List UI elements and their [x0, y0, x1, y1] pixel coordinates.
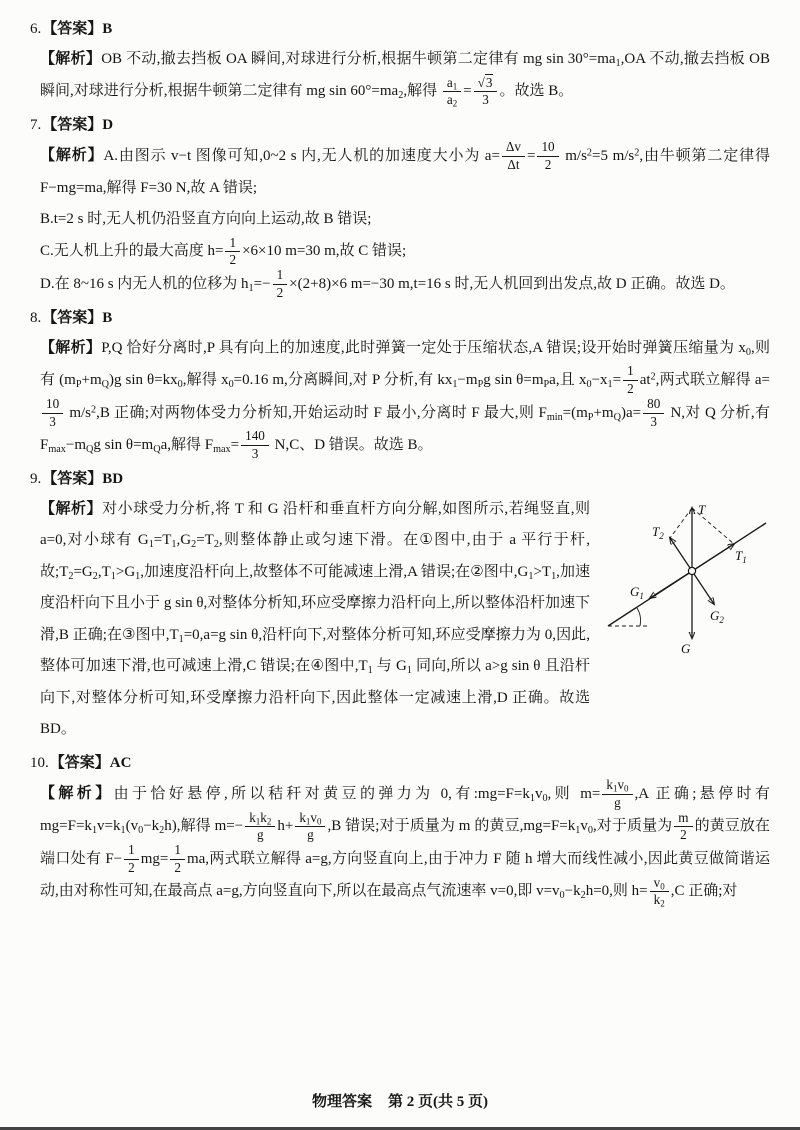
explanation-paragraph [40, 140, 770, 204]
answer-value: AC [109, 754, 132, 771]
explanation-text: C.无人机上升的最大高度 h= $\frac{1}{2}$ ×6×10 m=30 m,故 C 错误; [40, 234, 407, 268]
page-footer [30, 1076, 770, 1121]
vector-G1 [650, 571, 692, 598]
answer-value: B [102, 21, 113, 37]
explanation-text: A.由图示 v−t 图像可知,0~2 s 内,无人机的加速度大小为 a= $\frac{\Delta v}{\Delta t}$ = $\frac{10}{2}$ $m/s^2=5$ $m/s^2$,由牛顿第二定律得 F−mg=ma,解得 F=30 N,故 A 错误; [40, 139, 770, 196]
explanation-paragraph [40, 494, 770, 746]
ring-on-rod [688, 567, 695, 574]
problem-9 [30, 464, 770, 746]
problem-8 [30, 303, 770, 462]
answer-value: B [102, 309, 113, 326]
problem-10 [30, 748, 770, 908]
projection-line [670, 508, 692, 538]
footer-page-number: 第 2 页(共 5 页) [388, 1094, 488, 1110]
label-T: T [698, 501, 706, 517]
vector-T2 [670, 538, 692, 571]
vector-G2 [692, 571, 714, 604]
explanation-text: OB 不动,撤去挡板 OA 瞬间,对球进行分析,根据牛顿第二定律有 mg $\sin 30^\circ=ma_1,OA$ 不动,撤去挡板 OB 瞬间,对球进行分析,根据牛顿第二定律有 mg $\sin 60^\circ=ma_2$,解得 $\frac{a_1}{a_2}$ = $\frac{√3}{3}$ 。故选 B。 [40, 51, 770, 109]
problem-6 [30, 14, 770, 108]
analysis-label: 【解析】 [40, 785, 114, 802]
problem-7 [30, 110, 770, 301]
explanation-text: 由于恰好悬停,所以秸秆对黄豆的弹力为 0,有$:mg=F=k_1v_0$,则 m= $\frac{k_1v_0}{g}$ ,A 正确;悬停时有 $mg=F=k_1v=k_1(v_0-k_2h)$,解得 m=− $\frac{k_1k_2}{g}$ h+ $\frac{k_1v_0}{g}$ ,B 错误;对于质量为 m 的黄豆$,mg=F=k_1v_0$,对于质量为 $\frac{m}{2}$ 的黄豆放在端口处有 F− $\frac{1}{2}$ mg= $\frac{1}{2}$ ma,两式联立解得 a=g,方向竖直向上,由于冲力 F 随 h 增大而线性减小,因此黄豆做简谐运动,由对称性可知,在最高点 a=g,方向竖直向下,所以在最高点气流速率 v=0,即 $v=v_0-k_2h=0$,则 h= $\frac{v_0}{k_2}$ ,C 正确;对 [40, 776, 770, 909]
answer-line [30, 14, 770, 44]
answer-line [30, 110, 770, 140]
explanation-text: 对小球受力分析,将 T 和 G 沿杆和垂直杆方向分解,如图所示,若绳竖直,则 a=0,对小球有 $G_1=T_1,G_2=T_2$,则整体静止或匀速下滑。在①图中,由于 a 平行于杆,故$;T_2=G_2,T_1>G_1$,加速度沿杆向上,故整体不可能减速上滑,A 错误;在②图中$,G_1>T_1$,加速度沿杆向下且小于 g sin θ,对整体分析知,环应受摩擦力沿杆向上,所以整体沿杆加速下滑,B 正确;在③图中$,T_1=0,a=g$ sin θ,沿杆向下,对整体分析可知,环应受摩擦力为 0,因此,整体可加速下滑,也可减速上滑,C 错误;在④图中$,T_1$ 与 $G_1$ 同向,所以 a>g sin θ 且沿杆向下,对整体分析可知,环受摩擦力沿杆向下,因此整体一定减速上滑,D 正确。故选 BD。 [40, 500, 590, 738]
label-G1: $G_1$ [630, 583, 644, 601]
label-T1: $T_1$ [735, 547, 747, 565]
explanation-text: D.在 8~16 s 内无人机的位移为 $h_1=-$ $\frac{1}{2}$ ×(2+8)×6 m=−30 m,t=16 s 时,无人机回到出发点,故 D 正确。故选 D。 [40, 267, 735, 300]
problem-number: 6. [30, 21, 42, 37]
explanation-text: B.t=2 s 时,无人机仍沿竖直方向向上运动,故 B 错误; [40, 211, 372, 228]
explanation-paragraph [40, 44, 770, 108]
answer-line [30, 303, 770, 333]
answer-line [30, 748, 770, 778]
explanation-paragraph [40, 204, 770, 236]
vector-T1 [692, 544, 734, 571]
explanation-paragraph [40, 268, 770, 301]
angle-arc [637, 607, 641, 626]
analysis-label: 【解析】 [40, 147, 104, 164]
footer-doc-title: 物理答案 [311, 1094, 372, 1110]
answer-label: 【答案】 [42, 309, 103, 326]
answer-value: BD [102, 470, 124, 487]
explanation-paragraph [40, 236, 770, 269]
problem-number: 7. [30, 117, 42, 134]
answer-label: 【答案】 [42, 470, 103, 487]
analysis-label: 【解析】 [40, 339, 102, 356]
explanation-text: P,Q 恰好分离时,P 具有向上的加速度,此时弹簧一定处于压缩状态,A 错误;设开始时弹簧压缩量为 $x_0$,则有 $(m_P+m_Q)g$ $\sin \theta=kx_0$,解得 $x_0=0.16$ m,分离瞬间,对 P 分析,有 $kx_1-m_Pg$ $\sin \theta=m_Pa$,且 $x_0-x_1=$ $\frac{1}{2}$ $at^2$,两式联立解得 a= $\frac{10}{3}$ $m/s^2,B$ 正确;对两物体受力分析知,开始运动时 F 最小,分离时 F 最大,则 $F_{min}=(m_P+m_Q)a=$ $\frac{80}{3}$ N,对 Q 分析,有 $F_{max}-m_Qg$ $\sin \theta=m_Qa$,解得 $F_{max}=$ $\frac{140}{3}$ N,C、D 错误。故选 B。 [40, 339, 770, 462]
label-T2: $T_2$ [652, 523, 664, 541]
problem-number: 10. [30, 754, 49, 771]
problem-number: 9. [30, 470, 42, 487]
answer-value: D [102, 117, 114, 134]
label-G: G [681, 640, 691, 656]
explanation-paragraph [40, 333, 770, 462]
answer-line [30, 464, 770, 494]
analysis-label: 【解析】 [40, 51, 102, 67]
analysis-label: 【解析】 [40, 500, 103, 517]
label-G2: $G_2$ [710, 607, 724, 625]
explanation-paragraph [40, 778, 770, 908]
force-decomposition-figure [602, 496, 770, 688]
answer-label: 【答案】 [49, 754, 110, 771]
answer-label: 【答案】 [42, 117, 103, 134]
problem-number: 8. [30, 309, 42, 326]
answer-label: 【答案】 [42, 21, 103, 37]
